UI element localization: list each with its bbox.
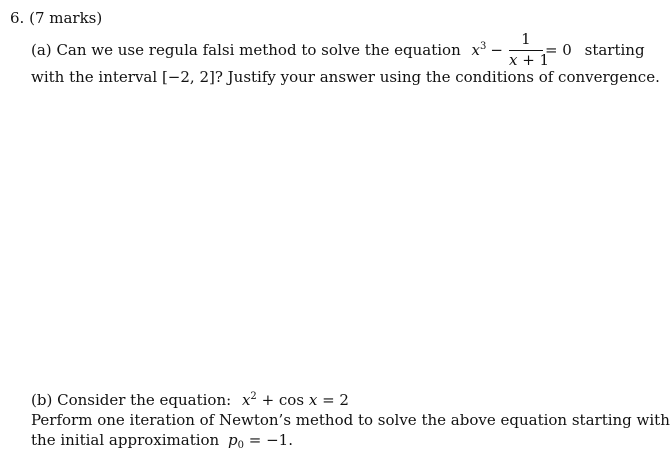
question-marks: (7 marks) (29, 9, 103, 27)
equation-a (471, 30, 572, 69)
eq-a-frac-denominator (508, 51, 550, 69)
part-a-text: Can we use regula falsi method to solve the equation (56, 41, 461, 59)
eq-a-frac-numerator: 1 (521, 30, 531, 48)
part-b-line-1 (31, 391, 349, 409)
part-a-label: (a) (31, 41, 52, 59)
p-subscript: 0 (237, 440, 244, 451)
eq-b-plus: + (256, 391, 279, 409)
part-a-line-1 (31, 31, 645, 71)
eq-a-minus: − (490, 41, 503, 59)
part-a-line-2: with the interval [−2, 2]? Justify your answer using the conditions of convergence. (31, 68, 660, 86)
part-b-line-2: Perform one iteration of Newton’s method to solve the above equation starting with (31, 411, 670, 429)
part-b-line-3-text: the initial approximation (31, 431, 220, 449)
eq-a-den-rest: + 1 (517, 51, 550, 69)
initial-approximation (228, 431, 293, 449)
p-var: p (228, 431, 238, 449)
p-value: = −1. (243, 431, 293, 449)
equation-b (242, 391, 349, 409)
part-b-intro: Consider the equation: (57, 391, 232, 409)
eq-b-var1: x (241, 391, 251, 409)
eq-a-exponent: 3 (480, 41, 487, 52)
question-header (10, 9, 102, 27)
eq-a-fraction (508, 30, 550, 70)
eq-b-cos: cos (278, 391, 305, 409)
eq-a-var: x (471, 41, 480, 59)
eq-a-equals: = 0 (544, 41, 572, 59)
part-b-line-3 (31, 431, 293, 449)
eq-b-exponent: 2 (250, 391, 257, 402)
eq-b-var2: x (308, 391, 318, 409)
question-number: 6. (10, 9, 25, 27)
part-b-label: (b) (31, 391, 53, 409)
eq-b-rhs: = 2 (317, 391, 349, 409)
part-a-tail: starting (584, 41, 645, 59)
eq-a-den-var: x (508, 51, 518, 69)
